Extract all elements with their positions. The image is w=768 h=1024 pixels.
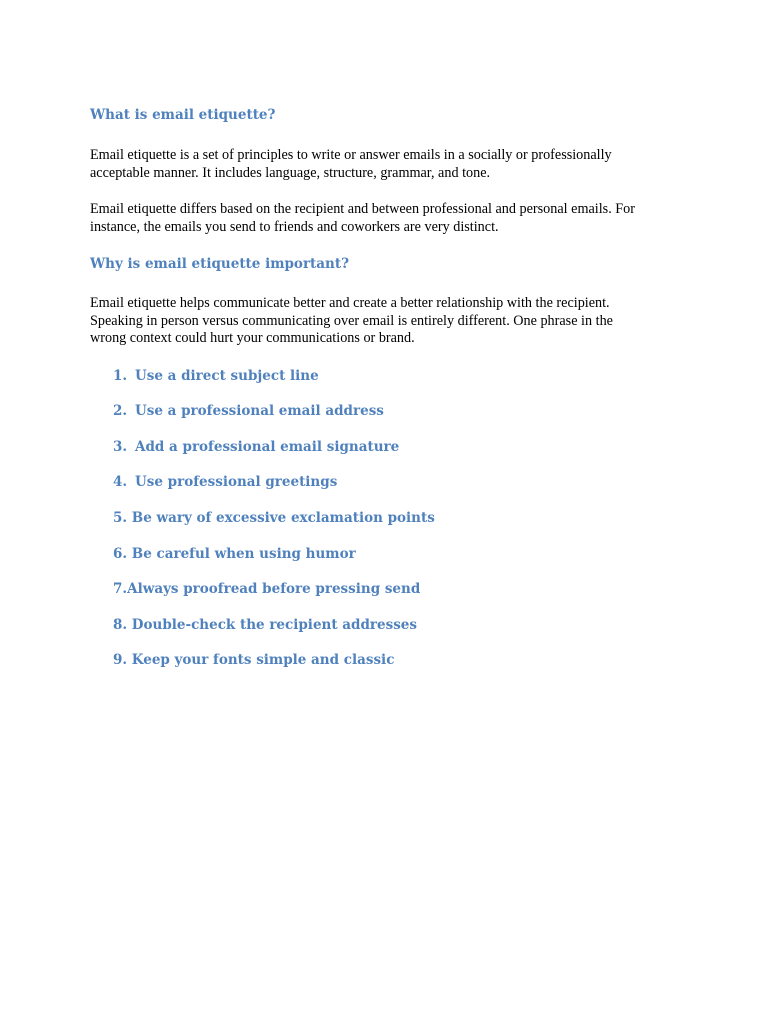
list-item-text: Use professional greetings bbox=[135, 474, 338, 490]
list-item-text: Keep your fonts simple and classic bbox=[131, 652, 395, 668]
list-item-number: 5. bbox=[113, 510, 128, 526]
list-item-number: 2. bbox=[113, 403, 128, 419]
list-item bbox=[113, 581, 420, 597]
heading-why-important: Why is email etiquette important? bbox=[90, 256, 349, 272]
paragraph-importance bbox=[90, 295, 690, 348]
list-item-text: Be careful when using humor bbox=[131, 546, 356, 562]
list-item-text: Use a direct subject line bbox=[135, 368, 319, 384]
paragraph-definition bbox=[90, 147, 690, 182]
paragraph-line: Email etiquette is a set of principles to write or answer emails in a socially or professionally bbox=[90, 147, 612, 163]
list-item-number: 3. bbox=[113, 439, 128, 455]
list-item-number: 7. bbox=[113, 581, 128, 597]
paragraph-line: instance, the emails you send to friends and coworkers are very distinct. bbox=[90, 218, 499, 235]
list-item bbox=[113, 546, 356, 562]
list-item-number: 9. bbox=[113, 652, 128, 668]
heading-what-is-email-etiquette: What is email etiquette? bbox=[90, 107, 276, 123]
paragraph-line: wrong context could hurt your communications or brand. bbox=[90, 330, 415, 347]
list-item bbox=[113, 510, 435, 526]
list-item bbox=[113, 403, 384, 419]
list-item bbox=[113, 474, 337, 490]
list-item-text: Add a professional email signature bbox=[135, 439, 400, 455]
list-item-number: 6. bbox=[113, 546, 128, 562]
list-item-text: Always proofread before pressing send bbox=[127, 581, 421, 597]
list-item bbox=[113, 368, 319, 384]
list-item-number: 1. bbox=[113, 368, 128, 384]
list-item-text: Be wary of excessive exclamation points bbox=[131, 510, 435, 526]
list-item bbox=[113, 652, 394, 668]
list-item-number: 4. bbox=[113, 474, 128, 490]
list-item-number: 8. bbox=[113, 617, 128, 633]
list-item bbox=[113, 439, 399, 455]
paragraph-differences bbox=[90, 201, 690, 236]
paragraph-line: Email etiquette differs based on the recipient and between professional and personal emails. For bbox=[90, 201, 635, 217]
list-item-text: Double-check the recipient addresses bbox=[131, 617, 417, 633]
list-item-text: Use a professional email address bbox=[135, 403, 384, 419]
paragraph-line: acceptable manner. It includes language, structure, grammar, and tone. bbox=[90, 164, 491, 181]
paragraph-line: Email etiquette helps communicate better and create a better relationship with the recipient. bbox=[90, 295, 610, 311]
list-item bbox=[113, 617, 417, 633]
paragraph-line: Speaking in person versus communicating over email is entirely different. One phrase in the bbox=[90, 312, 613, 329]
